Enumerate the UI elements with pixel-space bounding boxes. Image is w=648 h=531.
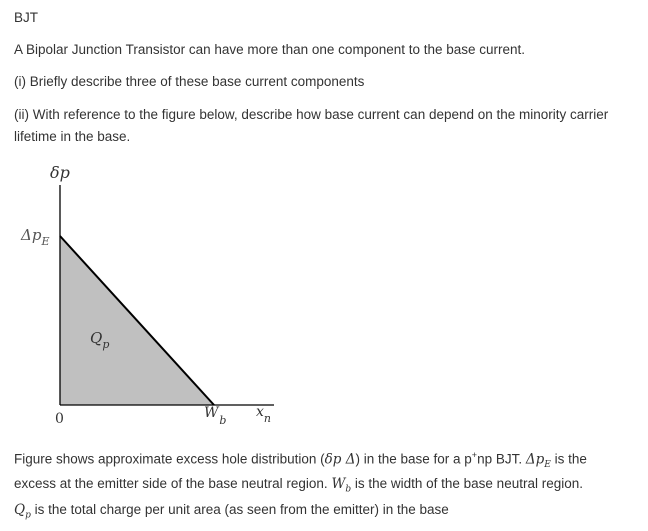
page-title: BJT: [14, 10, 39, 25]
x-axis-sub: n: [263, 412, 271, 425]
caption-line3: $Q_p$ is the total charge per unit area (as seen from the emitter) in the base: [14, 502, 449, 521]
area-sub: p: [102, 338, 110, 351]
svg-text:ΔpE: [20, 226, 49, 248]
origin-label: 0: [55, 411, 64, 427]
x-axis-label: x: [256, 404, 264, 420]
caption-symbol-deltap: δp Δ: [324, 451, 356, 468]
caption-line1: Figure shows approximate excess hole distribution (δp Δ) in the base for a p+np BJT. $\Delta p_E$ is the: [14, 450, 587, 471]
y-intercept-sub: E: [41, 235, 50, 248]
area-label: Q: [90, 329, 103, 347]
x-intercept-label: W: [204, 405, 219, 421]
question-i: (i) Briefly describe three of these base current components: [14, 74, 365, 89]
y-intercept-label: Δp: [21, 226, 42, 244]
svg-text:Wb: [204, 405, 226, 427]
y-axis-label: δp: [50, 163, 70, 182]
caption-line2: excess at the emitter side of the base neutral region. $W_b$ is the width of the base neutral region.: [14, 476, 583, 495]
intro-text: A Bipolar Junction Transistor can have more than one component to the base current.: [14, 42, 526, 57]
svg-text:xn: [256, 404, 271, 425]
x-intercept-sub: b: [219, 414, 227, 427]
question-ii-line1: (ii) With reference to the figure below, describe how base current can depend on the minority carrier: [14, 107, 609, 122]
question-ii-line2: lifetime in the base.: [14, 129, 131, 144]
